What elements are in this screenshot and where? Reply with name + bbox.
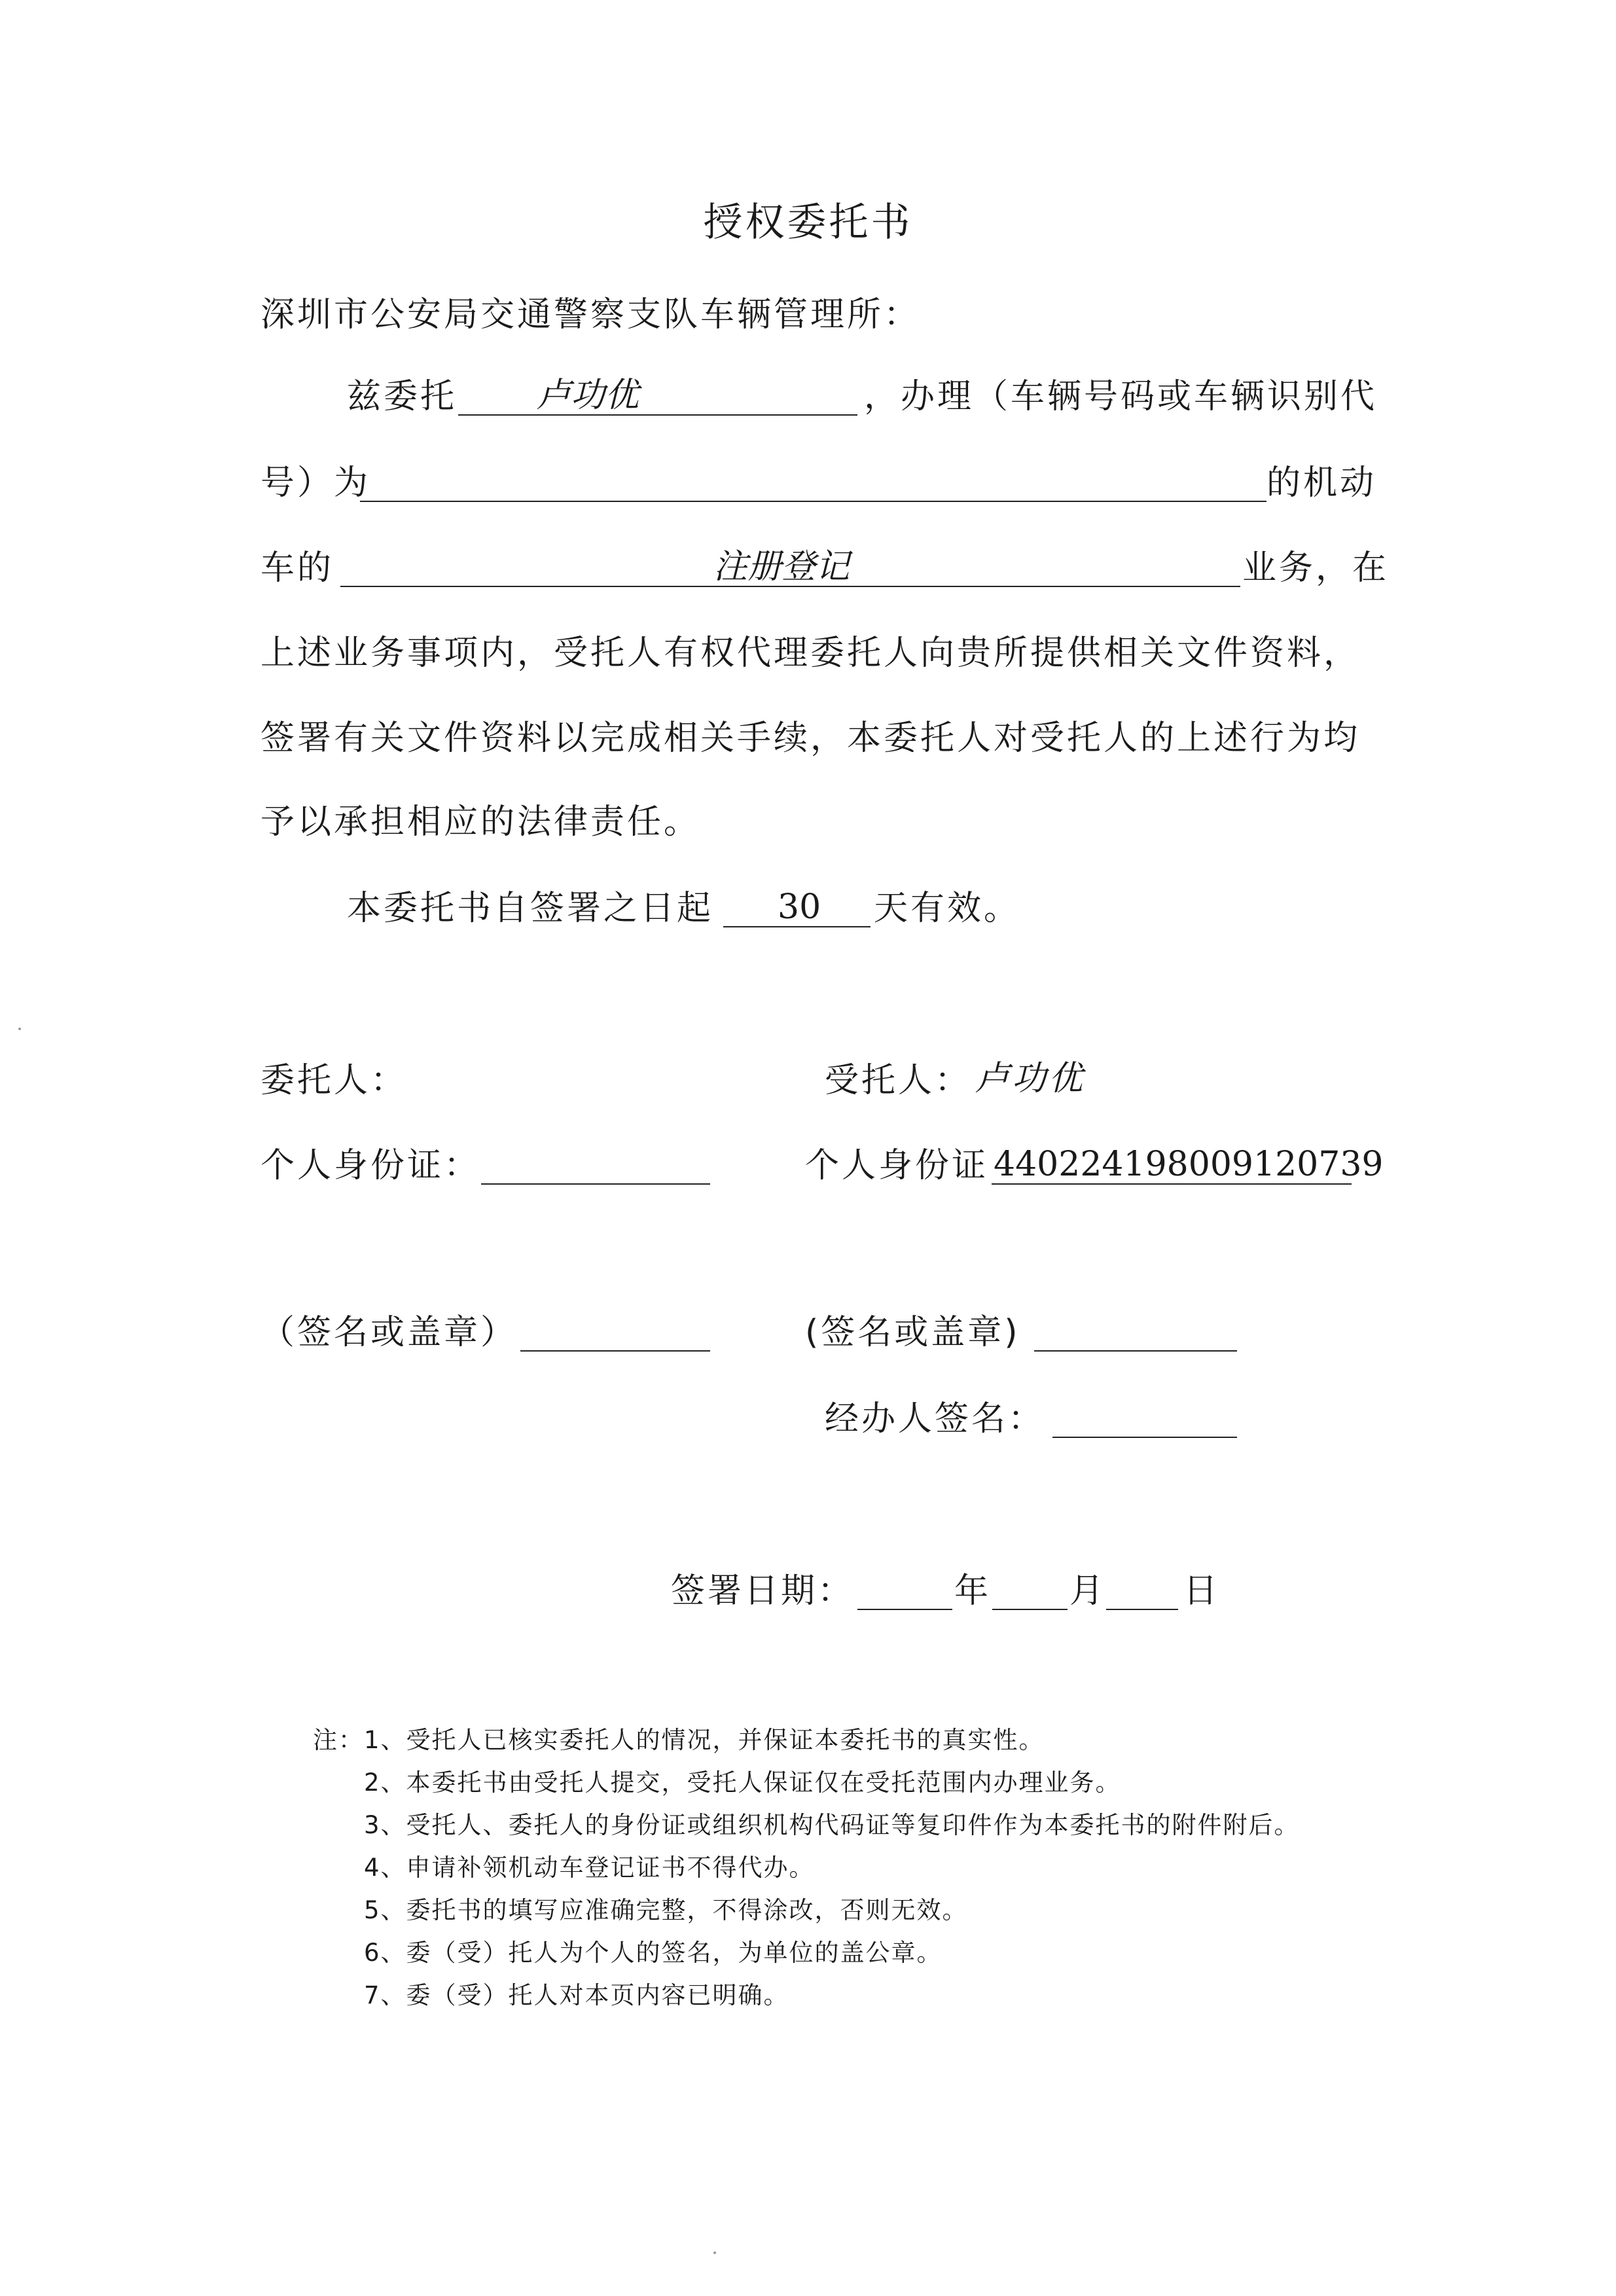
paragraph-line-4: 上述业务事项内，受托人有权代理委托人向贵所提供相关文件资料， xyxy=(260,634,1361,673)
note-5: 5、委托书的填写应准确完整，不得涂改，否则无效。 xyxy=(364,1896,968,1924)
agent-name-fill: 卢功优 xyxy=(537,376,639,415)
note-1: 注：1、受托人已核实委托人的情况，并保证本委托书的真实性。 xyxy=(313,1726,1045,1754)
agent-id-value: 440224198009120739 xyxy=(994,1145,1384,1184)
agent-sign-label: (签名或盖章) xyxy=(805,1313,1020,1352)
agent-id-underline xyxy=(992,1183,1352,1185)
principal-id-label: 个人身份证： xyxy=(260,1146,481,1185)
business-fill: 注册登记 xyxy=(713,547,850,586)
business-lead: 车的 xyxy=(260,548,334,588)
business-underline xyxy=(340,586,1240,587)
document-title: 授权委托书 xyxy=(703,200,913,245)
date-day: 日 xyxy=(1183,1571,1221,1611)
validity-days: 30 xyxy=(778,888,821,927)
agent-id-label: 个人身份证 xyxy=(805,1146,989,1185)
year-underline xyxy=(857,1609,952,1610)
note-7: 7、委（受）托人对本页内容已明确。 xyxy=(364,1981,789,2009)
note-4: 4、申请补领机动车登记证书不得代办。 xyxy=(364,1854,815,1882)
date-year: 年 xyxy=(954,1571,992,1611)
note-2: 2、本委托书由受托人提交，受托人保证仅在受托范围内办理业务。 xyxy=(364,1768,1121,1797)
scan-speck xyxy=(18,1028,21,1030)
agent-label: 受托人： xyxy=(825,1061,972,1100)
validity-underline xyxy=(723,926,871,927)
vehicle-id-tail: 的机动 xyxy=(1266,463,1377,503)
principal-id-underline xyxy=(481,1183,710,1185)
validity-lead: 本委托书自签署之日起 xyxy=(347,889,714,928)
business-tail: 业务，在 xyxy=(1242,548,1390,588)
principal-sign-underline xyxy=(520,1350,710,1352)
agent-name: 卢功优 xyxy=(975,1059,1086,1098)
date-label: 签署日期： xyxy=(671,1571,855,1611)
validity-tail: 天有效。 xyxy=(874,889,1021,928)
paragraph-line-5: 签署有关文件资料以完成相关手续，本委托人对受托人的上述行为均 xyxy=(260,719,1361,758)
handle-text: ，办理（车辆号码或车辆识别代 xyxy=(864,377,1378,416)
handler-sign-label: 经办人签名： xyxy=(825,1399,1045,1439)
entrust-lead: 兹委托 xyxy=(347,377,458,416)
principal-sign-label: （签名或盖章） xyxy=(260,1313,518,1352)
vehicle-id-underline xyxy=(360,501,1266,502)
scan-speck xyxy=(713,2251,716,2254)
agent-sign-underline xyxy=(1034,1350,1237,1352)
principal-label: 委托人： xyxy=(260,1061,408,1100)
agent-name-underline xyxy=(458,414,857,416)
month-underline xyxy=(992,1609,1068,1610)
handler-sign-underline xyxy=(1052,1437,1237,1438)
addressee: 深圳市公安局交通警察支队车辆管理所： xyxy=(260,295,921,334)
vehicle-id-lead: 号）为 xyxy=(260,463,371,503)
day-underline xyxy=(1106,1609,1178,1610)
note-6: 6、委（受）托人为个人的签名，为单位的盖公章。 xyxy=(364,1939,943,1967)
paragraph-line-6: 予以承担相应的法律责任。 xyxy=(260,802,701,842)
date-month: 月 xyxy=(1069,1571,1107,1611)
note-3: 3、受托人、委托人的身份证或组织机构代码证等复印件作为本委托书的附件附后。 xyxy=(364,1811,1300,1839)
